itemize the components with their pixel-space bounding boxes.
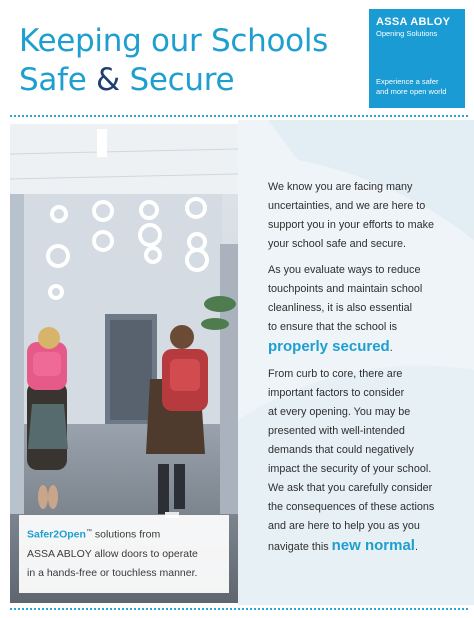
body-p3-period: . [414, 541, 418, 553]
body-p3-line-8: the consequences of these actions [268, 501, 435, 513]
title-line-1: Keeping our Schools [19, 23, 328, 59]
body-paragraph-3 [268, 365, 466, 557]
assa-abloy-logo-box [369, 9, 465, 108]
page-title [19, 22, 328, 100]
brand-name: ASSA ABLOY [376, 16, 451, 28]
body-p2-line-4: to ensure that the school is [268, 321, 398, 333]
body-p2-period: . [389, 342, 393, 354]
caption-line-3: in a hands-free or touchless manner. [27, 566, 198, 579]
brand-tagline-line-2: and more open world [376, 87, 447, 96]
body-paragraph-2 [268, 261, 466, 358]
trademark-symbol: ™ [85, 529, 92, 535]
body-p3-line-9: and are here to help you as you [268, 520, 420, 532]
new-normal-emphasis: new normal [331, 537, 415, 554]
bottom-dotted-divider [10, 608, 468, 610]
safer2open-caption [19, 515, 229, 593]
body-p1-line-2: uncertainties, and we are here to [268, 200, 426, 212]
body-p3-line-10: navigate this [268, 541, 332, 553]
properly-secured-emphasis: properly secured [268, 338, 390, 355]
body-p3-line-4: presented with well-intended [268, 425, 405, 437]
body-p2-line-1: As you evaluate ways to reduce [268, 264, 421, 276]
body-copy [268, 178, 466, 564]
body-p3-line-6: impact the security of your school. [268, 463, 432, 475]
body-paragraph-1 [268, 178, 466, 254]
body-p2-line-2: touchpoints and maintain school [268, 283, 423, 295]
body-p3-line-7: We ask that you carefully consider [268, 482, 433, 494]
brand-subtitle: Opening Solutions [376, 29, 438, 38]
body-p1-line-1: We know you are facing many [268, 181, 413, 193]
safer2open-product-name: Safer2Open [27, 528, 86, 541]
brand-tagline [376, 77, 466, 97]
top-dotted-divider [10, 115, 468, 117]
body-p1-line-3: support you in your efforts to make [268, 219, 435, 231]
body-p2-line-3: cleanliness, it is also essential [268, 302, 413, 314]
caption-line-1-rest: solutions from [91, 528, 161, 541]
body-p3-line-1: From curb to core, there are [268, 368, 403, 380]
body-p3-line-3: at every opening. You may be [268, 406, 411, 418]
body-p1-line-4: your school safe and secure. [268, 238, 407, 250]
body-p3-line-2: important factors to consider [268, 387, 405, 399]
brand-tagline-line-1: Experience a safer [376, 77, 439, 86]
caption-line-2: ASSA ABLOY allow doors to operate [27, 547, 198, 560]
body-p3-line-5: demands that could negatively [268, 444, 414, 456]
title-secure: Secure [129, 62, 235, 98]
title-safe: Safe [19, 62, 87, 98]
title-ampersand: & [96, 62, 120, 98]
